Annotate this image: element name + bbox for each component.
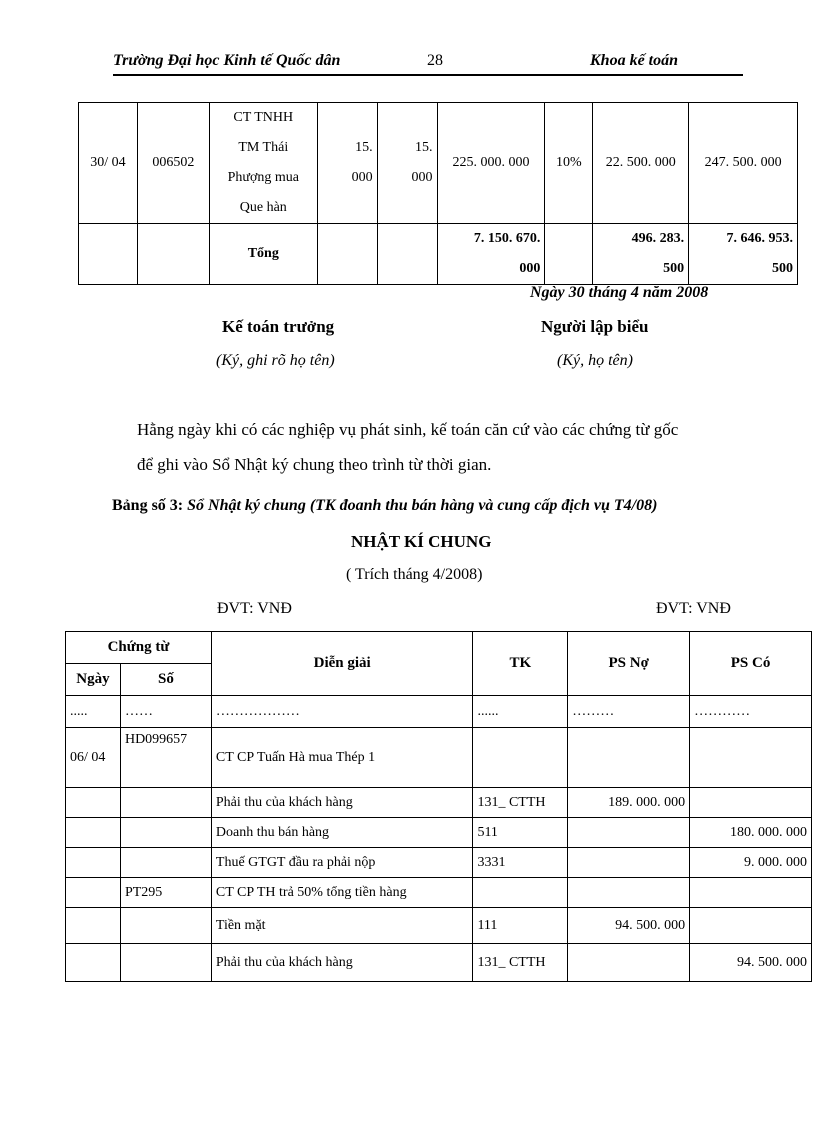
row-vat: 22. 500. 000	[593, 103, 689, 224]
table-row	[66, 848, 812, 878]
desc-line: TM Thái	[238, 140, 289, 155]
total-label: Tổng	[209, 224, 317, 285]
row-qty-a	[317, 103, 377, 224]
journal-subtitle: ( Trích tháng 4/2008)	[346, 566, 483, 583]
preparer-title: Người lập biểu	[541, 317, 649, 336]
cell-date	[66, 908, 121, 944]
cell-account: 511	[473, 818, 568, 848]
row-description	[209, 103, 317, 224]
cell-credit: …………	[690, 696, 812, 728]
date-header: Ngày	[66, 664, 121, 696]
table-row	[66, 878, 812, 908]
header-row	[66, 632, 812, 664]
cell-number: HD099657	[120, 728, 211, 788]
empty-cell	[317, 224, 377, 285]
invoice-table	[78, 102, 798, 285]
header-rule	[113, 74, 743, 76]
row-number: 006502	[137, 103, 209, 224]
cell-account: 131_ CTTH	[473, 944, 568, 982]
table-row	[66, 728, 812, 788]
cell-debit: ………	[568, 696, 690, 728]
cell-account	[473, 728, 568, 788]
cell-date	[66, 848, 121, 878]
cell-number	[120, 818, 211, 848]
page-number: 28	[427, 52, 443, 69]
cell-desc: CT CP TH trả 50% tổng tiền hàng	[211, 878, 473, 908]
qty-line: 000	[411, 170, 433, 185]
cell-credit	[690, 878, 812, 908]
empty-cell	[79, 224, 138, 285]
cell-account	[473, 878, 568, 908]
cell-date	[66, 788, 121, 818]
cell-desc: Doanh thu bán hàng	[211, 818, 473, 848]
total-line: 500	[772, 261, 793, 276]
account-header: TK	[473, 632, 568, 696]
desc-line: CT TNHH	[233, 110, 294, 125]
table-row	[66, 696, 812, 728]
cell-debit	[568, 848, 690, 878]
total-line: 496. 283.	[631, 231, 685, 246]
total-row	[79, 224, 798, 285]
cell-credit	[690, 908, 812, 944]
table-row	[66, 788, 812, 818]
total-vat	[593, 224, 689, 285]
cell-number	[120, 908, 211, 944]
cell-account: 131_ CTTH	[473, 788, 568, 818]
cell-debit: 189. 000. 000	[568, 788, 690, 818]
cell-number	[120, 788, 211, 818]
department-name: Khoa kế toán	[590, 52, 679, 69]
cell-desc: ………………	[211, 696, 473, 728]
voucher-header: Chứng từ	[66, 632, 212, 664]
empty-cell	[545, 224, 593, 285]
qty-line: 15.	[415, 140, 433, 155]
cell-credit	[690, 788, 812, 818]
cell-desc: Thuế GTGT đầu ra phải nộp	[211, 848, 473, 878]
cell-desc: Phải thu của khách hàng	[211, 788, 473, 818]
row-qty-b	[377, 103, 437, 224]
table-row	[79, 103, 798, 224]
cell-desc: CT CP Tuấn Hà mua Thép 1	[211, 728, 473, 788]
cell-account: 111	[473, 908, 568, 944]
desc-line: Phượng mua	[227, 170, 299, 185]
caption-text: Sổ Nhật ký chung (TK đoanh thu bán hàng và cung cấp địch vụ T4/08)	[187, 497, 658, 514]
cell-credit: 180. 000. 000	[690, 818, 812, 848]
chief-accountant-note: (Ký, ghi rõ họ tên)	[216, 352, 335, 369]
cell-debit	[568, 728, 690, 788]
chief-accountant-title: Kế toán trưởng	[222, 317, 335, 336]
cell-number: PT295	[120, 878, 211, 908]
unit-right: ĐVT: VNĐ	[656, 600, 731, 617]
row-date: 30/ 04	[79, 103, 138, 224]
cell-debit	[568, 818, 690, 848]
preparer-note: (Ký, họ tên)	[557, 352, 633, 369]
cell-date	[66, 818, 121, 848]
cell-date	[66, 944, 121, 982]
desc-line: Que hàn	[239, 200, 287, 215]
cell-number	[120, 944, 211, 982]
paragraph-line-2: để ghi vào Sổ Nhật ký chung theo trình từ thời gian.	[137, 455, 492, 474]
row-amount: 225. 000. 000	[437, 103, 545, 224]
cell-date	[66, 878, 121, 908]
total-amount	[437, 224, 545, 285]
cell-credit: 9. 000. 000	[690, 848, 812, 878]
cell-debit: 94. 500. 000	[568, 908, 690, 944]
credit-header: PS Có	[690, 632, 812, 696]
journal-title: NHẬT KÍ CHUNG	[351, 532, 492, 551]
school-name: Trường Đại học Kinh tế Quốc dân	[113, 52, 341, 69]
cell-credit: 94. 500. 000	[690, 944, 812, 982]
debit-header: PS Nợ	[568, 632, 690, 696]
total-line: 500	[663, 261, 685, 276]
cell-debit	[568, 944, 690, 982]
unit-left: ĐVT: VNĐ	[217, 600, 292, 617]
total-line: 7. 646. 953.	[726, 231, 793, 246]
cell-debit	[568, 878, 690, 908]
cell-date: .....	[66, 696, 121, 728]
row-total: 247. 500. 000	[689, 103, 798, 224]
signature-date: Ngày 30 tháng 4 năm 2008	[530, 284, 709, 301]
description-header: Diễn giải	[211, 632, 473, 696]
row-vat-rate: 10%	[545, 103, 593, 224]
empty-cell	[137, 224, 209, 285]
cell-date: 06/ 04	[66, 728, 121, 788]
total-line: 7. 150. 670.	[473, 231, 541, 246]
cell-credit	[690, 728, 812, 788]
table-row	[66, 818, 812, 848]
empty-cell	[377, 224, 437, 285]
cell-account: 3331	[473, 848, 568, 878]
total-line: 000	[519, 261, 541, 276]
cell-desc: Phải thu của khách hàng	[211, 944, 473, 982]
journal-table	[65, 631, 812, 982]
table-caption	[112, 497, 657, 515]
number-header: Số	[120, 664, 211, 696]
qty-line: 000	[351, 170, 373, 185]
table-row	[66, 944, 812, 982]
table-row	[66, 908, 812, 944]
cell-number: ……	[120, 696, 211, 728]
qty-line: 15.	[355, 140, 373, 155]
cell-desc: Tiền mặt	[211, 908, 473, 944]
cell-account: ......	[473, 696, 568, 728]
caption-label: Bảng số 3:	[112, 497, 184, 514]
cell-number	[120, 848, 211, 878]
paragraph-line-1: Hằng ngày khi có các nghiệp vụ phát sinh, kế toán căn cứ vào các chứng từ gốc	[137, 420, 679, 439]
total-grand	[689, 224, 798, 285]
